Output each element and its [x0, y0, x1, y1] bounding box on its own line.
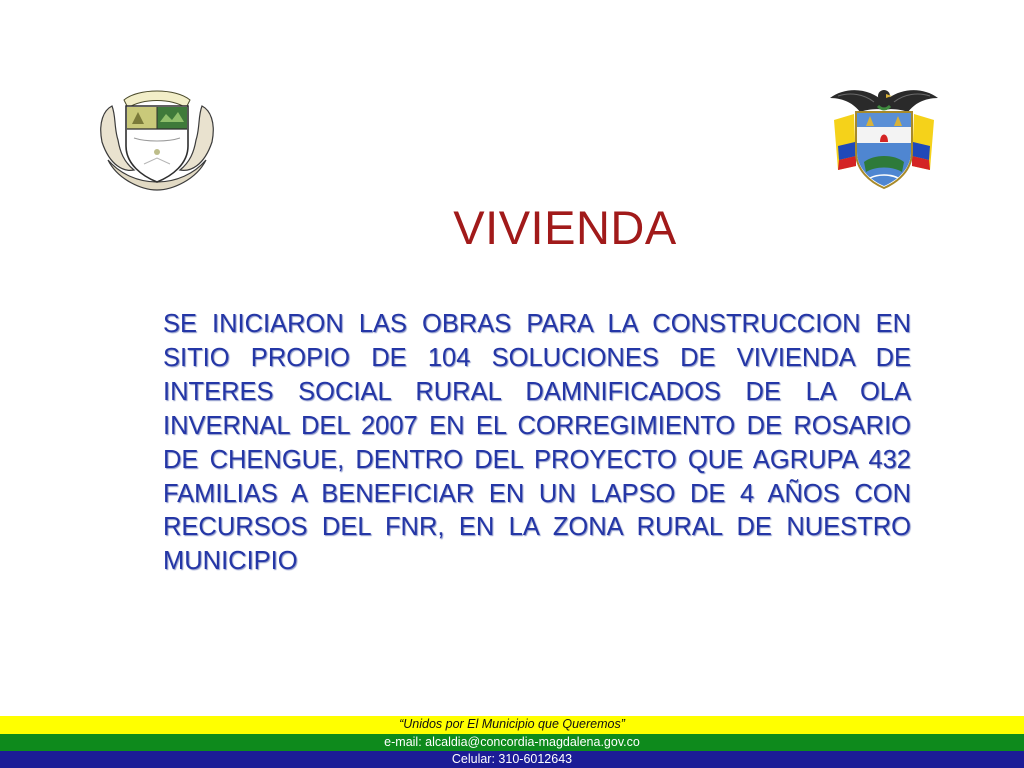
footer-email: e-mail: alcaldia@concordia-magdalena.gov.co [0, 734, 1024, 751]
slide-title: VIVIENDA [453, 201, 677, 254]
slide-body-text: SE INICIARON LAS OBRAS PARA LA CONSTRUCCION EN SITIO PROPIO DE 104 SOLUCIONES DE VIVIENDA DE INTERES SOCIAL RURAL DAMNIFICADOS DE LA OLA INVERNAL DEL 2007 EN EL CORREGIMIENTO DE ROSARIO DE CHENGUE, DENTRO DEL PROYECTO QUE AGRUPA 432 FAMILIAS A BENEFICIAR EN UN LAPSO DE 4 AÑOS CON RECURSOS DEL FNR, EN LA ZONA RURAL DE NUESTRO MUNICIPIO [163, 310, 911, 576]
footer [0, 716, 1024, 768]
footer-slogan: “Unidos por El Municipio que Queremos” [0, 716, 1024, 734]
municipal-coat-of-arms-icon [94, 82, 220, 194]
footer-phone: Celular: 310-6012643 [0, 751, 1024, 768]
colombia-coat-of-arms-icon [824, 80, 944, 194]
